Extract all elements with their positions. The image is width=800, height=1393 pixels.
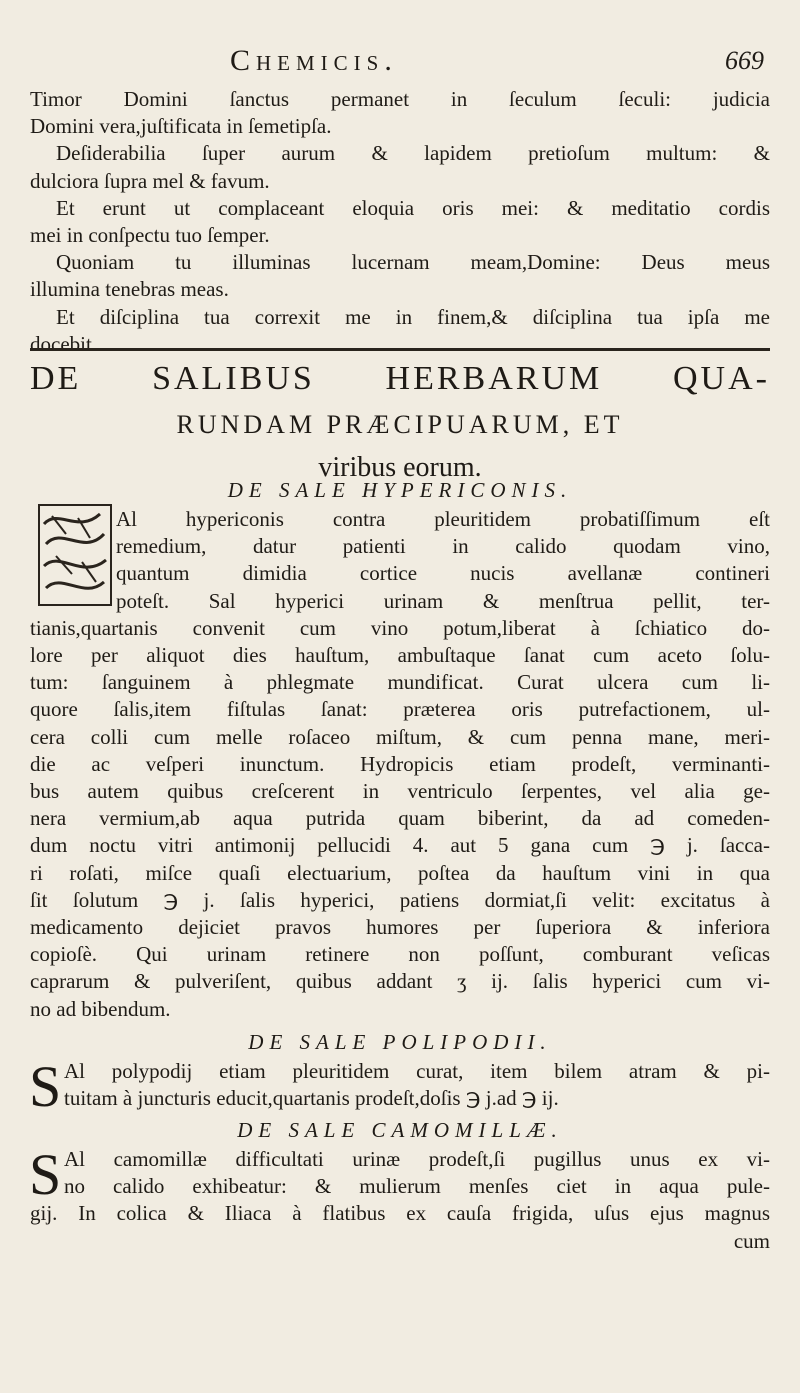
text-line: lore per aliquot dies hauſtum, ambuſtaque ſanat cum aceto ſolu- [30,643,770,668]
text-line: medicamento dejiciet pravos humores per ſuperiora & inferiora [30,915,770,940]
text-line: Al camomillæ difficultati urinæ prodeſt,ſi pugillus unus ex vi- [64,1147,770,1171]
text-line: Al hypericonis contra pleuritidem probatiſſimum eſt [116,507,770,531]
section-heading-camomillae: DE SALE CAMOMILLÆ. [237,1118,563,1142]
text-line: dulciora ſupra mel & favum. [30,168,270,193]
text-line: dum noctu vitri antimonij pellucidi 4. aut 5 gana cum ℈ j. ſacca- [30,833,770,858]
text-line: cera colli cum melle roſaceo miſtum, & cum penna mane, meri- [30,724,770,749]
text-line: Timor Domini ſanctus permanet in ſeculum ſeculi: judicia [30,87,770,111]
text-line: no ad bibendum. [30,996,171,1021]
section-body-polipodii [29,1054,770,1119]
text-line: die ac veſperi inunctum. Hydropicis etiam prodeſt, verminanti- [30,751,770,776]
text-line: gij. In colica & Iliaca à flatibus ex cauſa frigida, uſus ejus magnus [30,1201,770,1226]
text-line: remedium, datur patienti in calido quodam vino, [116,534,770,559]
intro-verses [30,86,770,358]
text-line: ri roſati, miſce quaſi electuarium, poſtea da hauſtum vini in qua [30,860,770,885]
text-line: bus autem quibus creſcerent in ventriculo ſerpentes, vel alia ge- [30,779,770,804]
text-line: tuitam à juncturis educit,quartanis prodeſt,doſis ℈ j.ad ℈ ij. [64,1086,559,1111]
section-heading-hypericonis: DE SALE HYPERICONIS. [227,478,573,502]
text-line: docebit. [30,331,98,356]
text-line: Deſiderabilia ſuper aurum & lapidem pretioſum multum: & [56,141,770,166]
text-line: quantum dimidia cortice nucis avellanæ contineri [116,561,770,586]
text-line: copioſè. Qui urinam retinere non poſſunt, comburant veſicas [30,942,770,967]
page-header [0,44,800,88]
text-line: nera vermium,ab aqua putrida quam biberint, da ad comeden- [30,806,770,831]
section-rule [30,348,770,351]
chapter-title-line-1: DE SALIBUS HERBARUM QUA- [30,360,770,397]
text-line: quore ſalis,item fiſtulas ſanat: præterea oris putrefactionem, ul- [30,697,770,722]
text-line: tum: ſanguinem à phlegmate mundificat. Curat ulcera cum li- [30,670,770,695]
text-line: ſit ſolutum ℈ j. ſalis hyperici, patiens dormiat,ſi velit: excitatus à [30,887,770,912]
chapter-title-line-3: viribus eorum. [318,452,482,483]
text-line: illumina tenebras meas. [30,277,229,302]
section-heading-polipodii: DE SALE POLIPODII. [248,1030,552,1054]
text-line: Et erunt ut complaceant eloquia oris mei: & meditatio cordis [56,195,770,220]
text-line: caprarum & pulveriſent, quibus addant ʒ ij. ſalis hyperici cum vi- [30,969,770,994]
text-line: mei in conſpectu tuo ſemper. [30,223,270,248]
drop-cap: S [29,1142,62,1207]
section-body-hypericonis [30,506,770,1023]
chapter-title-line-2: RUNDAM PRÆCIPUARUM, ET [176,410,624,439]
drop-cap: S [29,1054,62,1119]
text-line: Quoniam tu illuminas lucernam meam,Domine: Deus meus [56,250,770,275]
catchword: cum [733,1228,770,1253]
text-line: Et diſciplina tua correxit me in finem,& diſciplina tua ipſa me [56,304,770,329]
text-line: tianis,quartanis convenit cum vino potum,liberat à ſchiatico do- [30,615,770,640]
text-line: no calido exhibeatur: & mulierum menſes ciet in aqua pule- [64,1174,770,1199]
running-head: Chemicis. [230,44,398,77]
text-line: Domini vera,juſtificata in ſemetipſa. [30,114,332,139]
text-line: poteſt. Sal hyperici urinam & menſtrua pellit, ter- [116,588,770,613]
section-body-camomillae [29,1142,770,1255]
text-line: Al polypodij etiam pleuritidem curat, item bilem atram & pi- [64,1059,770,1083]
page-number: 669 [725,46,764,75]
